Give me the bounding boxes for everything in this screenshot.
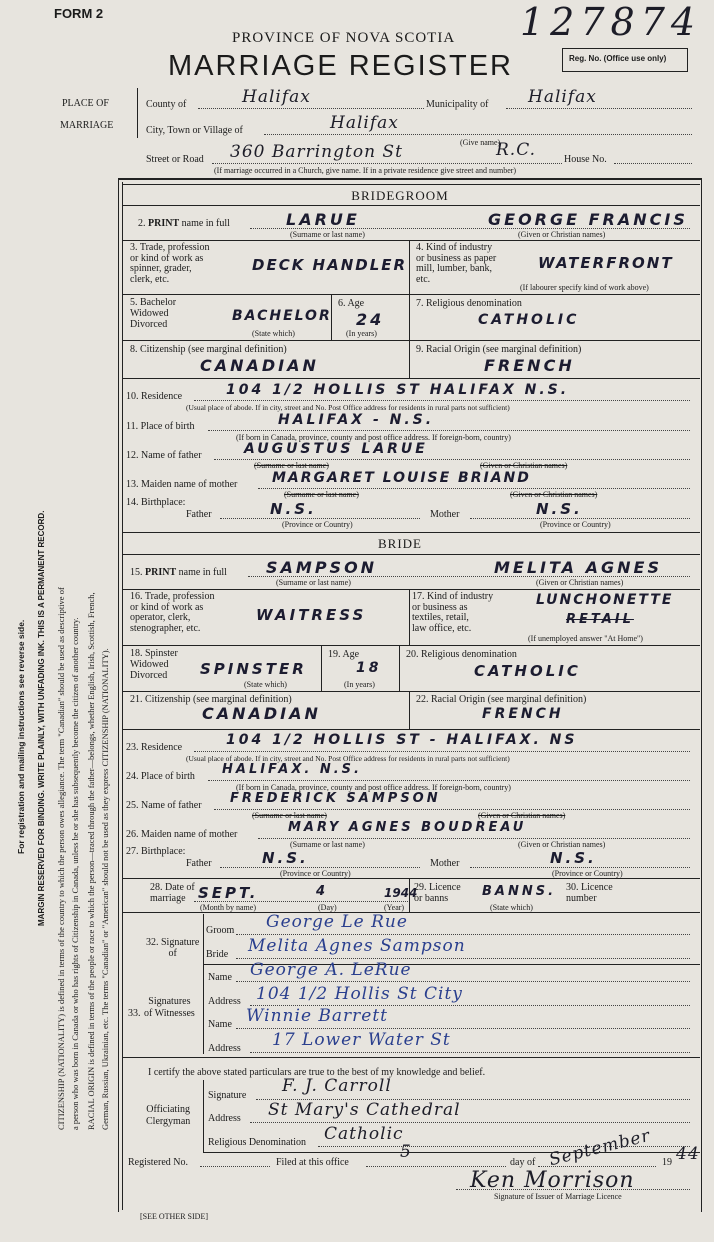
register-title: MARRIAGE REGISTER — [168, 50, 513, 82]
bride-surname: SAMPSON — [266, 558, 378, 577]
groom-residence-label: 10. Residence — [126, 391, 183, 402]
filed-day: 5 — [400, 1142, 412, 1162]
bride-bp-father-value: N.S. — [262, 849, 309, 867]
bride-father-sub-a: (Surname or last name) — [252, 811, 327, 820]
w2-address: 17 Lower Water St — [272, 1030, 451, 1050]
groom-industry-value: WATERFRONT — [538, 254, 674, 272]
groom-status-value: BACHELOR — [232, 308, 332, 324]
bride-industry-value: LUNCHONETTE — [536, 592, 674, 608]
groom-age-sub: (In years) — [346, 329, 377, 338]
municipality-label: Municipality of — [426, 99, 489, 110]
county-label: County of — [146, 99, 187, 110]
bride-signature: Melita Agnes Sampson — [248, 936, 466, 956]
groom-racial-value: FRENCH — [484, 356, 575, 375]
groom-surname-sub: (Surname or last name) — [290, 230, 365, 239]
groom-given-sub: (Given or Christian names) — [518, 230, 606, 239]
groom-sig-label: Groom — [206, 925, 235, 936]
w1-address-label: Address — [208, 996, 241, 1007]
bride-birth-sub: (If born in Canada, province, county and post office address. If foreign-born, country) — [236, 783, 511, 792]
licence-sub: (State which) — [490, 903, 533, 912]
day-sub: (Day) — [318, 903, 337, 912]
date-label: 28. Date of marriage — [150, 882, 195, 904]
clergy-signature-label: Signature — [208, 1090, 247, 1101]
w2-name-label: Name — [208, 1019, 232, 1030]
bride-industry-sub: (If unemployed answer "At Home") — [528, 634, 643, 643]
marriage-label: MARRIAGE — [60, 120, 114, 131]
groom-bp-father-value: N.S. — [270, 500, 317, 518]
w2-name: Winnie Barrett — [246, 1006, 389, 1026]
certify-text: I certify the above stated particulars are true to the best of my knowledge and belief. — [148, 1067, 486, 1078]
see-other-side: [SEE OTHER SIDE] — [140, 1212, 208, 1221]
groom-residence-sub: (Usual place of abode. If in city, street and No. Post Office address for residents in rural parts not sufficient) — [186, 403, 510, 412]
groom-father-label: 12. Name of father — [126, 450, 202, 461]
groom-mother-sub-a: (Surname or last name) — [284, 490, 359, 499]
margin-line4: a person who was born in Canada or who has rights of Citizenship in Canada, unless he or she has subsequently become the citizen of another country. — [70, 617, 80, 1130]
filed-month: September — [547, 1125, 653, 1171]
clergy-denomination: Catholic — [324, 1124, 404, 1144]
groom-father-sub-a: (Surname or last name) — [254, 461, 329, 470]
bride-religion-label: 20. Religious denomination — [406, 649, 517, 660]
groom-religion-label: 7. Religious denomination — [416, 298, 522, 309]
groom-bp-mother-value: N.S. — [536, 500, 583, 518]
street-value: 360 Barrington St — [230, 142, 403, 162]
groom-trade-value: DECK HANDLER — [252, 256, 408, 274]
w2-address-label: Address — [208, 1043, 241, 1054]
licence-label: 29. Licence or banns — [414, 882, 461, 904]
groom-trade-label: 3. Trade, profession or kind of work as spinner, grader, clerk, etc. — [130, 242, 210, 285]
witness-label: Signatures of Witnesses — [144, 996, 195, 1019]
bride-age-label: 19. Age — [328, 649, 360, 660]
municipality-value: Halifax — [528, 87, 597, 107]
give-name-sub: (Give name) — [460, 138, 501, 147]
bride-sig-label: Bride — [206, 949, 229, 960]
marriage-year: 1944 — [384, 886, 418, 900]
groom-birth-value: HALIFAX - N.S. — [278, 412, 435, 428]
bride-mother-label: 26. Maiden name of mother — [126, 829, 238, 840]
groom-birth-sub: (If born in Canada, province, county and post office address. If foreign-born, country) — [236, 433, 511, 442]
groom-racial-label: 9. Racial Origin (see marginal definition) — [416, 344, 582, 355]
bride-state-which: (State which) — [244, 680, 287, 689]
groom-bp-sub-mother: (Province or Country) — [540, 520, 611, 529]
issuer-sub: Signature of Issuer of Marriage Licence — [494, 1192, 622, 1201]
licence-number-label: 30. Licence number — [566, 882, 613, 904]
reg-no-label: Reg. No. (Office use only) — [569, 54, 667, 63]
house-label: House No. — [564, 154, 607, 165]
bride-residence-value: 104 1/2 HOLLIS ST - HALIFAX. NS — [226, 732, 578, 748]
groom-mother-sub-b: (Given or Christian names) — [510, 490, 598, 499]
bride-father-sub-b: (Given or Christian names) — [478, 811, 566, 820]
bride-bp-mother-label: Mother — [430, 858, 460, 869]
clergy-address: St Mary's Cathedral — [268, 1100, 461, 1120]
bride-birthplace-label: 27. Birthplace: — [126, 846, 186, 857]
groom-mother-label: 13. Maiden name of mother — [126, 479, 238, 490]
groom-signature: George Le Rue — [266, 912, 408, 932]
groom-mother-value: MARGARET LOUISE BRIAND — [272, 470, 531, 486]
reg-no-box — [562, 48, 688, 72]
groom-industry-label: 4. Kind of industry or business as paper mill, lumber, bank, etc. — [416, 242, 497, 285]
street-extra: R.C. — [496, 140, 537, 160]
bride-industry-label: 17. Kind of industry or business as textiles, retail, law office, etc. — [412, 591, 494, 634]
bride-father-label: 25. Name of father — [126, 800, 202, 811]
filed-label: Filed at this office — [276, 1157, 349, 1168]
groom-bp-father-label: Father — [186, 509, 212, 520]
groom-birthplace-label: 14. Birthplace: — [126, 497, 186, 508]
w1-name: George A. LeRue — [250, 960, 412, 980]
bride-mother-value: MARY AGNES BOUDREAU — [288, 820, 527, 835]
margin-line2: MARGIN RESERVED FOR BINDING. WRITE PLAINLY, WITH UNFADING INK. THIS IS A PERMANENT RECORD. — [37, 510, 46, 926]
bride-racial-value: FRENCH — [482, 706, 564, 722]
bride-industry-struck: RETAIL — [566, 612, 634, 627]
bride-surname-sub: (Surname or last name) — [276, 578, 351, 587]
licence-value: BANNS. — [482, 884, 557, 899]
city-label: City, Town or Village of — [146, 125, 243, 136]
marriage-day: 4 — [316, 884, 329, 899]
street-label: Street or Road — [146, 154, 204, 165]
groom-citizenship-value: CANADIAN — [200, 356, 319, 375]
bride-age-sub: (In years) — [344, 680, 375, 689]
place-of-label: PLACE OF — [62, 98, 109, 109]
groom-age-value: 24 — [356, 310, 385, 329]
groom-name-label: 2. PRINT name in full — [138, 218, 230, 229]
street-note: (If marriage occurred in a Church, give name. If in a private residence give street and number) — [214, 166, 517, 175]
w1-address: 104 1/2 Hollis St City — [256, 984, 463, 1004]
sig-label: 32. Signature of — [146, 937, 200, 959]
w1-name-label: Name — [208, 972, 232, 983]
bride-trade-value: WAITRESS — [256, 606, 367, 624]
groom-age-label: 6. Age — [338, 298, 365, 309]
bridegroom-heading: BRIDEGROOM — [351, 188, 449, 203]
bride-trade-label: 16. Trade, profession or kind of work as operator, clerk, stenographer, etc. — [130, 591, 215, 634]
county-value: Halifax — [242, 87, 311, 107]
city-value: Halifax — [330, 113, 399, 133]
groom-father-sub-b: (Given or Christian names) — [480, 461, 568, 470]
groom-bp-mother-label: Mother — [430, 509, 460, 520]
bride-birth-label: 24. Place of birth — [126, 771, 195, 782]
clergy-signature: F. J. Carroll — [282, 1076, 392, 1096]
groom-bp-sub-father: (Province or Country) — [282, 520, 353, 529]
bride-bp-sub-father: (Province or Country) — [280, 869, 351, 878]
bride-mother-sub-b: (Given or Christian names) — [518, 840, 606, 849]
groom-surname: LARUE — [286, 210, 360, 229]
form-number: FORM 2 — [54, 6, 104, 21]
bride-given-sub: (Given or Christian names) — [536, 578, 624, 587]
margin-line6: German, Russian, Ukrainian, etc. The terms "Canadian" or "American" should not be used as they express CITIZENSHIP (NATIONALITY). — [100, 648, 110, 1130]
groom-industry-sub: (If labourer specify kind of work above) — [520, 283, 649, 292]
bride-racial-label: 22. Racial Origin (see marginal definition) — [416, 694, 587, 705]
officiating-label: Officiating Clergyman — [146, 1104, 191, 1127]
bride-age-value: 18 — [356, 660, 382, 676]
month-sub: (Month by name) — [200, 903, 256, 912]
margin-line3: CITIZENSHIP (NATIONALITY) is defined in terms of the country to which the person owes allegiance. The term "Canadian" should be used as descriptive of — [56, 587, 66, 1130]
bride-given: MELITA AGNES — [494, 558, 662, 577]
marriage-month: SEPT. — [198, 884, 259, 902]
bride-birth-value: HALIFAX. N.S. — [222, 762, 362, 777]
witness-number: 33. — [128, 1008, 141, 1019]
filed-year-prefix: 19 — [662, 1157, 672, 1168]
bride-status-label: 18. Spinster Widowed Divorced — [130, 648, 178, 681]
groom-status-label: 5. Bachelor Widowed Divorced — [130, 297, 177, 330]
filed-year: 44 — [676, 1144, 700, 1164]
groom-given: GEORGE FRANCIS — [488, 210, 688, 229]
day-of-label: day of — [510, 1157, 536, 1168]
bride-bp-sub-mother: (Province or Country) — [552, 869, 623, 878]
groom-residence-value: 104 1/2 HOLLIS ST HALIFAX N.S. — [226, 382, 570, 398]
bride-status-value: SPINSTER — [200, 660, 307, 678]
bride-residence-label: 23. Residence — [126, 742, 183, 753]
province-heading: PROVINCE OF NOVA SCOTIA — [232, 30, 456, 46]
bride-heading: BRIDE — [378, 536, 422, 551]
stamp-number: 127874 — [520, 0, 702, 44]
groom-birth-label: 11. Place of birth — [126, 421, 195, 432]
bride-bp-mother-value: N.S. — [550, 849, 597, 867]
bride-mother-sub-a: (Surname or last name) — [290, 840, 365, 849]
margin-line5: RACIAL ORIGIN is defined in terms of the people or race to which the person—traced through the father—belongs, whether English, Irish, Scottish, French, — [86, 592, 96, 1130]
bride-name-label: 15. PRINT name in full — [130, 567, 227, 578]
year-sub: (Year) — [384, 903, 405, 912]
bride-citizenship-label: 21. Citizenship (see marginal definition) — [130, 694, 292, 705]
bride-father-value: FREDERICK SAMPSON — [230, 791, 441, 806]
bride-residence-sub: (Usual place of abode. If in city, street and No. Post Office address for residents in rural parts not sufficient) — [186, 754, 510, 763]
margin-line1: For registration and mailing instructions see reverse side. — [16, 619, 26, 854]
groom-father-value: AUGUSTUS LARUE — [244, 441, 428, 457]
groom-state-which: (State which) — [252, 329, 295, 338]
bride-bp-father-label: Father — [186, 858, 212, 869]
clergy-address-label: Address — [208, 1113, 241, 1124]
groom-citizenship-label: 8. Citizenship (see marginal definition) — [130, 344, 287, 355]
denomination-label: Religious Denomination — [208, 1137, 307, 1148]
groom-religion-value: CATHOLIC — [478, 312, 580, 328]
bride-citizenship-value: CANADIAN — [202, 704, 321, 723]
bride-religion-value: CATHOLIC — [474, 662, 581, 680]
registered-label: Registered No. — [128, 1157, 188, 1168]
issuer-signature: Ken Morrison — [470, 1168, 635, 1193]
